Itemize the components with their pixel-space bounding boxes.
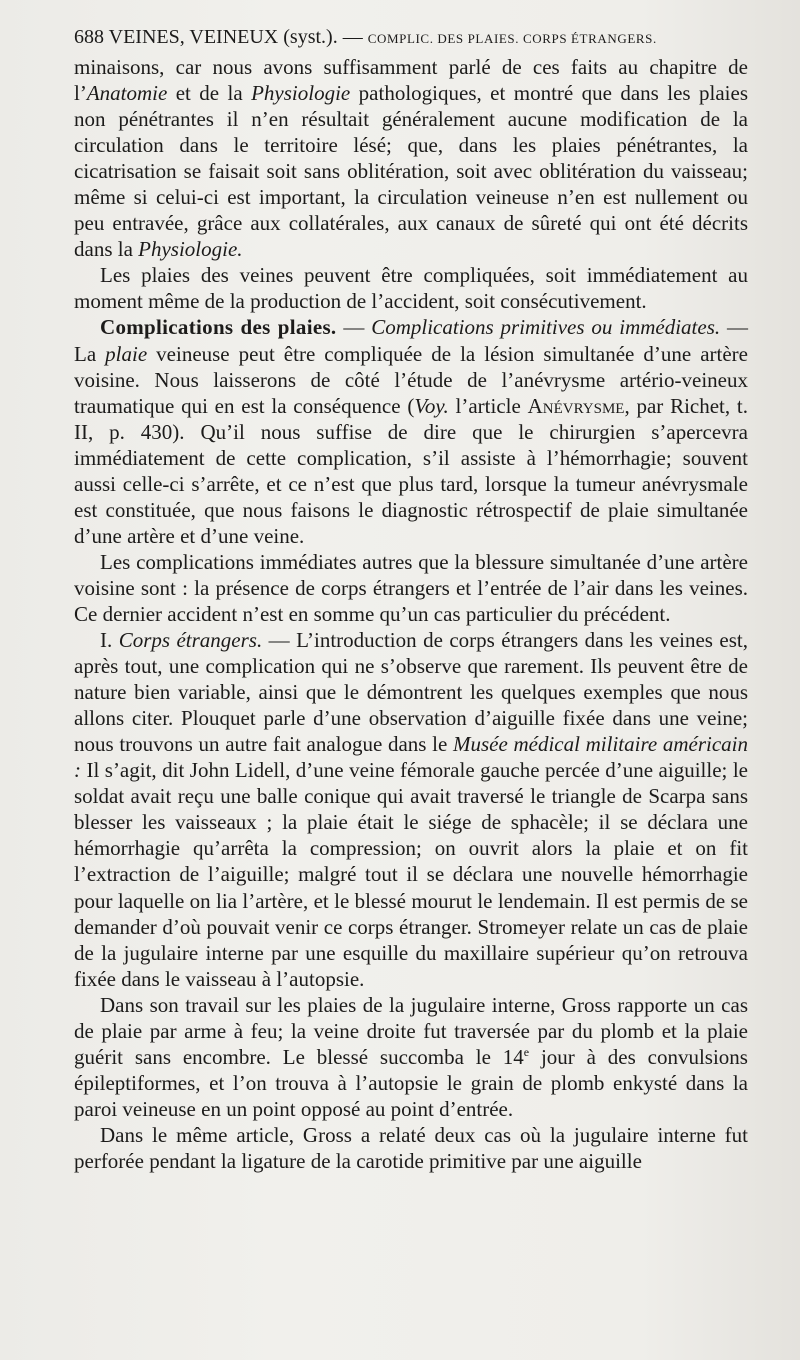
italic-term: plaie [105,341,148,366]
paragraph-1 [74,54,748,262]
text-run: I. [100,628,119,653]
text-run: — [336,315,372,340]
article-reference: Anévrysme [527,393,625,418]
italic-term: Musée médical militaire américain : [74,732,748,783]
paragraph-2 [74,262,748,314]
text-run: Les plaies des veines peuvent être compliquées, soit immédiatement au moment même de la production de l’accident, soit consécutivement. [74,263,748,314]
paragraph-3 [74,314,748,548]
text-run: , par Richet, t. II, p. 430). Qu’il nous suffise de dire que le chirurgien s’apercevra immédiatement de cette complication, s’il assiste à l’hémorrhagie; souvent aussi celle-ci s’arrête, et ce n’est que plus tard, lorsque la tumeur anévrysmale est constituée, que nous faisons le diagnostic rétrospectif de plaie simultanée d’une artère et d’une veine. [74,393,749,548]
paragraph-7 [74,1122,748,1174]
text-run: minaisons, car nous avons suffisamment parlé de ces faits au chapitre de l’ [74,55,748,106]
running-header [74,24,754,52]
text-run: — L’introduction de corps étrangers dans les veines est, après tout, une complication qui ne s’observe que rarement. Ils peuvent être de nature bien variable, ainsi que le démontrent les quelques exemples que nous allons citer. Plouquet parle d’une observation d’aiguille fixée dans une veine; nous trouvons un autre fait analogue dans le [74,628,748,757]
body-text [74,54,748,1174]
italic-term: Physiologie [251,81,351,106]
page-number: 688 [74,26,104,48]
text-run: Dans son travail sur les plaies de la jugulaire interne, Gross rapporte un cas de plaie par arme à feu; la veine droite fut traversée par du plomb et la plaie guérit sans encombre. Le blessé succomba le 14 [74,992,748,1069]
text-run: et de la [167,81,252,106]
running-title: VEINES, VEINEUX (syst.). [108,26,338,48]
paragraph-6 [74,992,748,1122]
text-run: Les complications immédiates autres que la blessure simultanée d’une artère voisine sont : la présence de corps étrangers et l’entrée de l’air dans les veines. Ce dernier accident n’est en somme qu’un cas particulier du précédent. [74,549,748,626]
italic-term: Complications primitives ou immédiates. [371,315,721,340]
italic-term: Corps étrangers. [118,628,263,653]
text-run: l’article [448,393,528,418]
italic-term: Physiologie. [138,237,243,262]
italic-term: Anatomie [86,81,168,106]
text-run: jour à des convulsions épileptiformes, et l’on trouva à l’autopsie le grain de plomb enkysté dans la paroi veineuse en un point opposé au point d’entrée. [74,1044,748,1121]
section-title: COMPLIC. DES PLAIES. CORPS ÉTRANGERS. [367,31,657,46]
text-run: Il s’agit, dit John Lidell, d’une veine fémorale gauche percée d’une aiguille; le soldat avait reçu une balle conique qui avait traversé le triangle de Scarpa sans blesser les vaisseaux ; la plaie était le siége de sphacèle; il se déclara une hémorrhagie qu’arrêta la compression; on ouvrit alors la plaie et on fit l’extraction de l’aiguille; malgré tout il se déclara une nouvelle hémorrhagie pour laquelle on lia l’artère, et le blessé mourut le lendemain. Il est permis de se demander d’où pouvait venir ce corps étranger. Stromeyer relate un cas de plaie de la jugulaire interne par une esquille du maxillaire supérieur qu’on retrouva fixée dans le vaisseau à l’autopsie. [74,758,748,991]
ordinal-superscript: e [523,1044,530,1059]
paragraph-4 [74,549,748,627]
text-run: Dans le même article, Gross a relaté deux cas où la jugulaire interne fut perforée pendant la ligature de la carotide primitive par une aiguille [74,1122,748,1173]
text-run: — La [74,315,748,366]
italic-term: Voy. [414,393,449,418]
text-run: veineuse peut être compliquée de la lésion simultanée d’une artère voisine. Nous laisserons de côté l’étude de l’anévrysme artério-veineux traumatique qui en est la conséquence ( [74,341,748,418]
text-run: pathologiques, et montré que dans les plaies non pénétrantes il n’en résultait généralement aucune modification de la circulation dans le territoire lésé; que, dans les plaies pénétrantes, la cicatrisation se faisait soit sans oblitération, soit avec oblitération du vaisseau; même si celui-ci est important, la circulation veineuse n’en est nullement ou peu entravée, grâce aux collatérales, aux canaux de sûreté qui ont été décrits dans la [74,81,748,262]
paragraph-5 [74,627,748,992]
section-heading: Complications des plaies. [100,315,337,340]
header-dash: — [342,26,363,48]
